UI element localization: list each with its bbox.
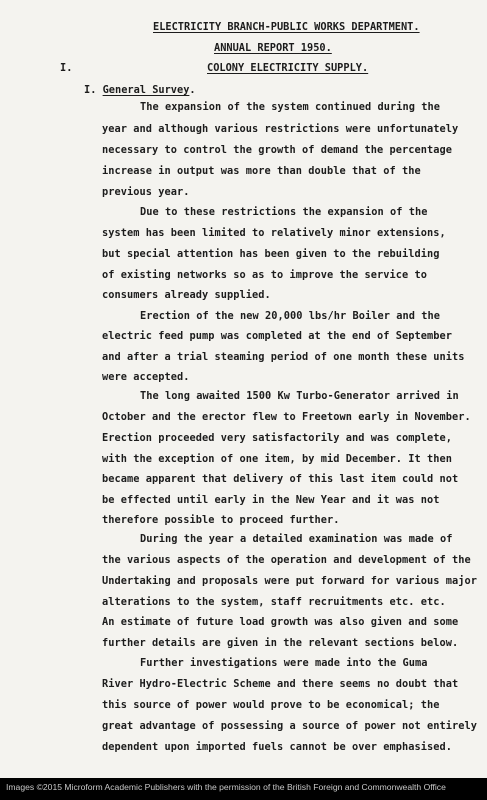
header-department: ELECTRICITY BRANCH-PUBLIC WORKS DEPARTMENT. <box>153 21 420 33</box>
paragraph-line: Due to these restrictions the expansion of the <box>140 206 428 218</box>
paragraph-line: Erection proceeded very satisfactorily and was complete, <box>102 432 452 444</box>
paragraph-line: Further investigations were made into the Guma <box>140 657 428 669</box>
paragraph-line: alterations to the system, staff recruitments etc. etc. <box>102 596 446 608</box>
paragraph-line: An estimate of future load growth was also given and some <box>102 616 459 628</box>
paragraph-line: necessary to control the growth of demand the percentage <box>102 144 452 156</box>
paragraph-line: year and although various restrictions were unfortunately <box>102 123 459 135</box>
paragraph-line: previous year. <box>102 186 190 198</box>
paragraph-line: consumers already supplied. <box>102 289 271 301</box>
paragraph-line: of existing networks so as to improve the service to <box>102 269 427 281</box>
paragraph-line: with the exception of one item, by mid December. It then <box>102 453 452 465</box>
paragraph-line: but special attention has been given to the rebuilding <box>102 248 440 260</box>
paragraph-line: became apparent that delivery of this last item could not <box>102 473 459 485</box>
copyright-credit: Images ©2015 Microform Academic Publishers with the permission of the British Foreign and Commonwealth Office <box>6 782 446 792</box>
footer-bar <box>0 778 487 800</box>
paragraph-line: River Hydro-Electric Scheme and there seems no doubt that <box>102 678 459 690</box>
paragraph-line: electric feed pump was completed at the end of September <box>102 330 452 342</box>
section-number: I. <box>84 84 97 96</box>
paragraph-line: dependent upon imported fuels cannot be over emphasised. <box>102 741 452 753</box>
header-colony-supply: COLONY ELECTRICITY SUPPLY. <box>207 62 369 74</box>
paragraph-line: therefore possible to proceed further. <box>102 514 340 526</box>
paragraph-line: October and the erector flew to Freetown early in November. <box>102 411 471 423</box>
paragraph-line: this source of power would prove to be economical; the <box>102 699 440 711</box>
header-report-title: ANNUAL REPORT 1950. <box>214 42 332 54</box>
paragraph-line: and after a trial steaming period of one month these units <box>102 351 465 363</box>
section-title-suffix: . <box>189 84 196 96</box>
paragraph-line: further details are given in the relevant sections below. <box>102 637 459 649</box>
margin-numeral: I. <box>60 62 73 74</box>
section-heading <box>84 84 196 96</box>
paragraph-line: great advantage of possessing a source of power not entirely <box>102 720 477 732</box>
paragraph-line: system has been limited to relatively minor extensions, <box>102 227 446 239</box>
paragraph-line: Erection of the new 20,000 lbs/hr Boiler and the <box>140 310 440 322</box>
section-title: General Survey <box>102 84 190 96</box>
paragraph-line: Undertaking and proposals were put forward for various major <box>102 575 477 587</box>
paragraph-line: were accepted. <box>102 371 190 383</box>
paragraph-line: The expansion of the system continued during the <box>140 101 440 113</box>
paragraph-line: The long awaited 1500 Kw Turbo-Generator arrived in <box>140 390 459 402</box>
paragraph-line: the various aspects of the operation and development of the <box>102 554 471 566</box>
paragraph-line: be effected until early in the New Year and it was not <box>102 494 440 506</box>
paragraph-line: increase in output was more than double that of the <box>102 165 421 177</box>
paragraph-line: During the year a detailed examination was made of <box>140 533 453 545</box>
